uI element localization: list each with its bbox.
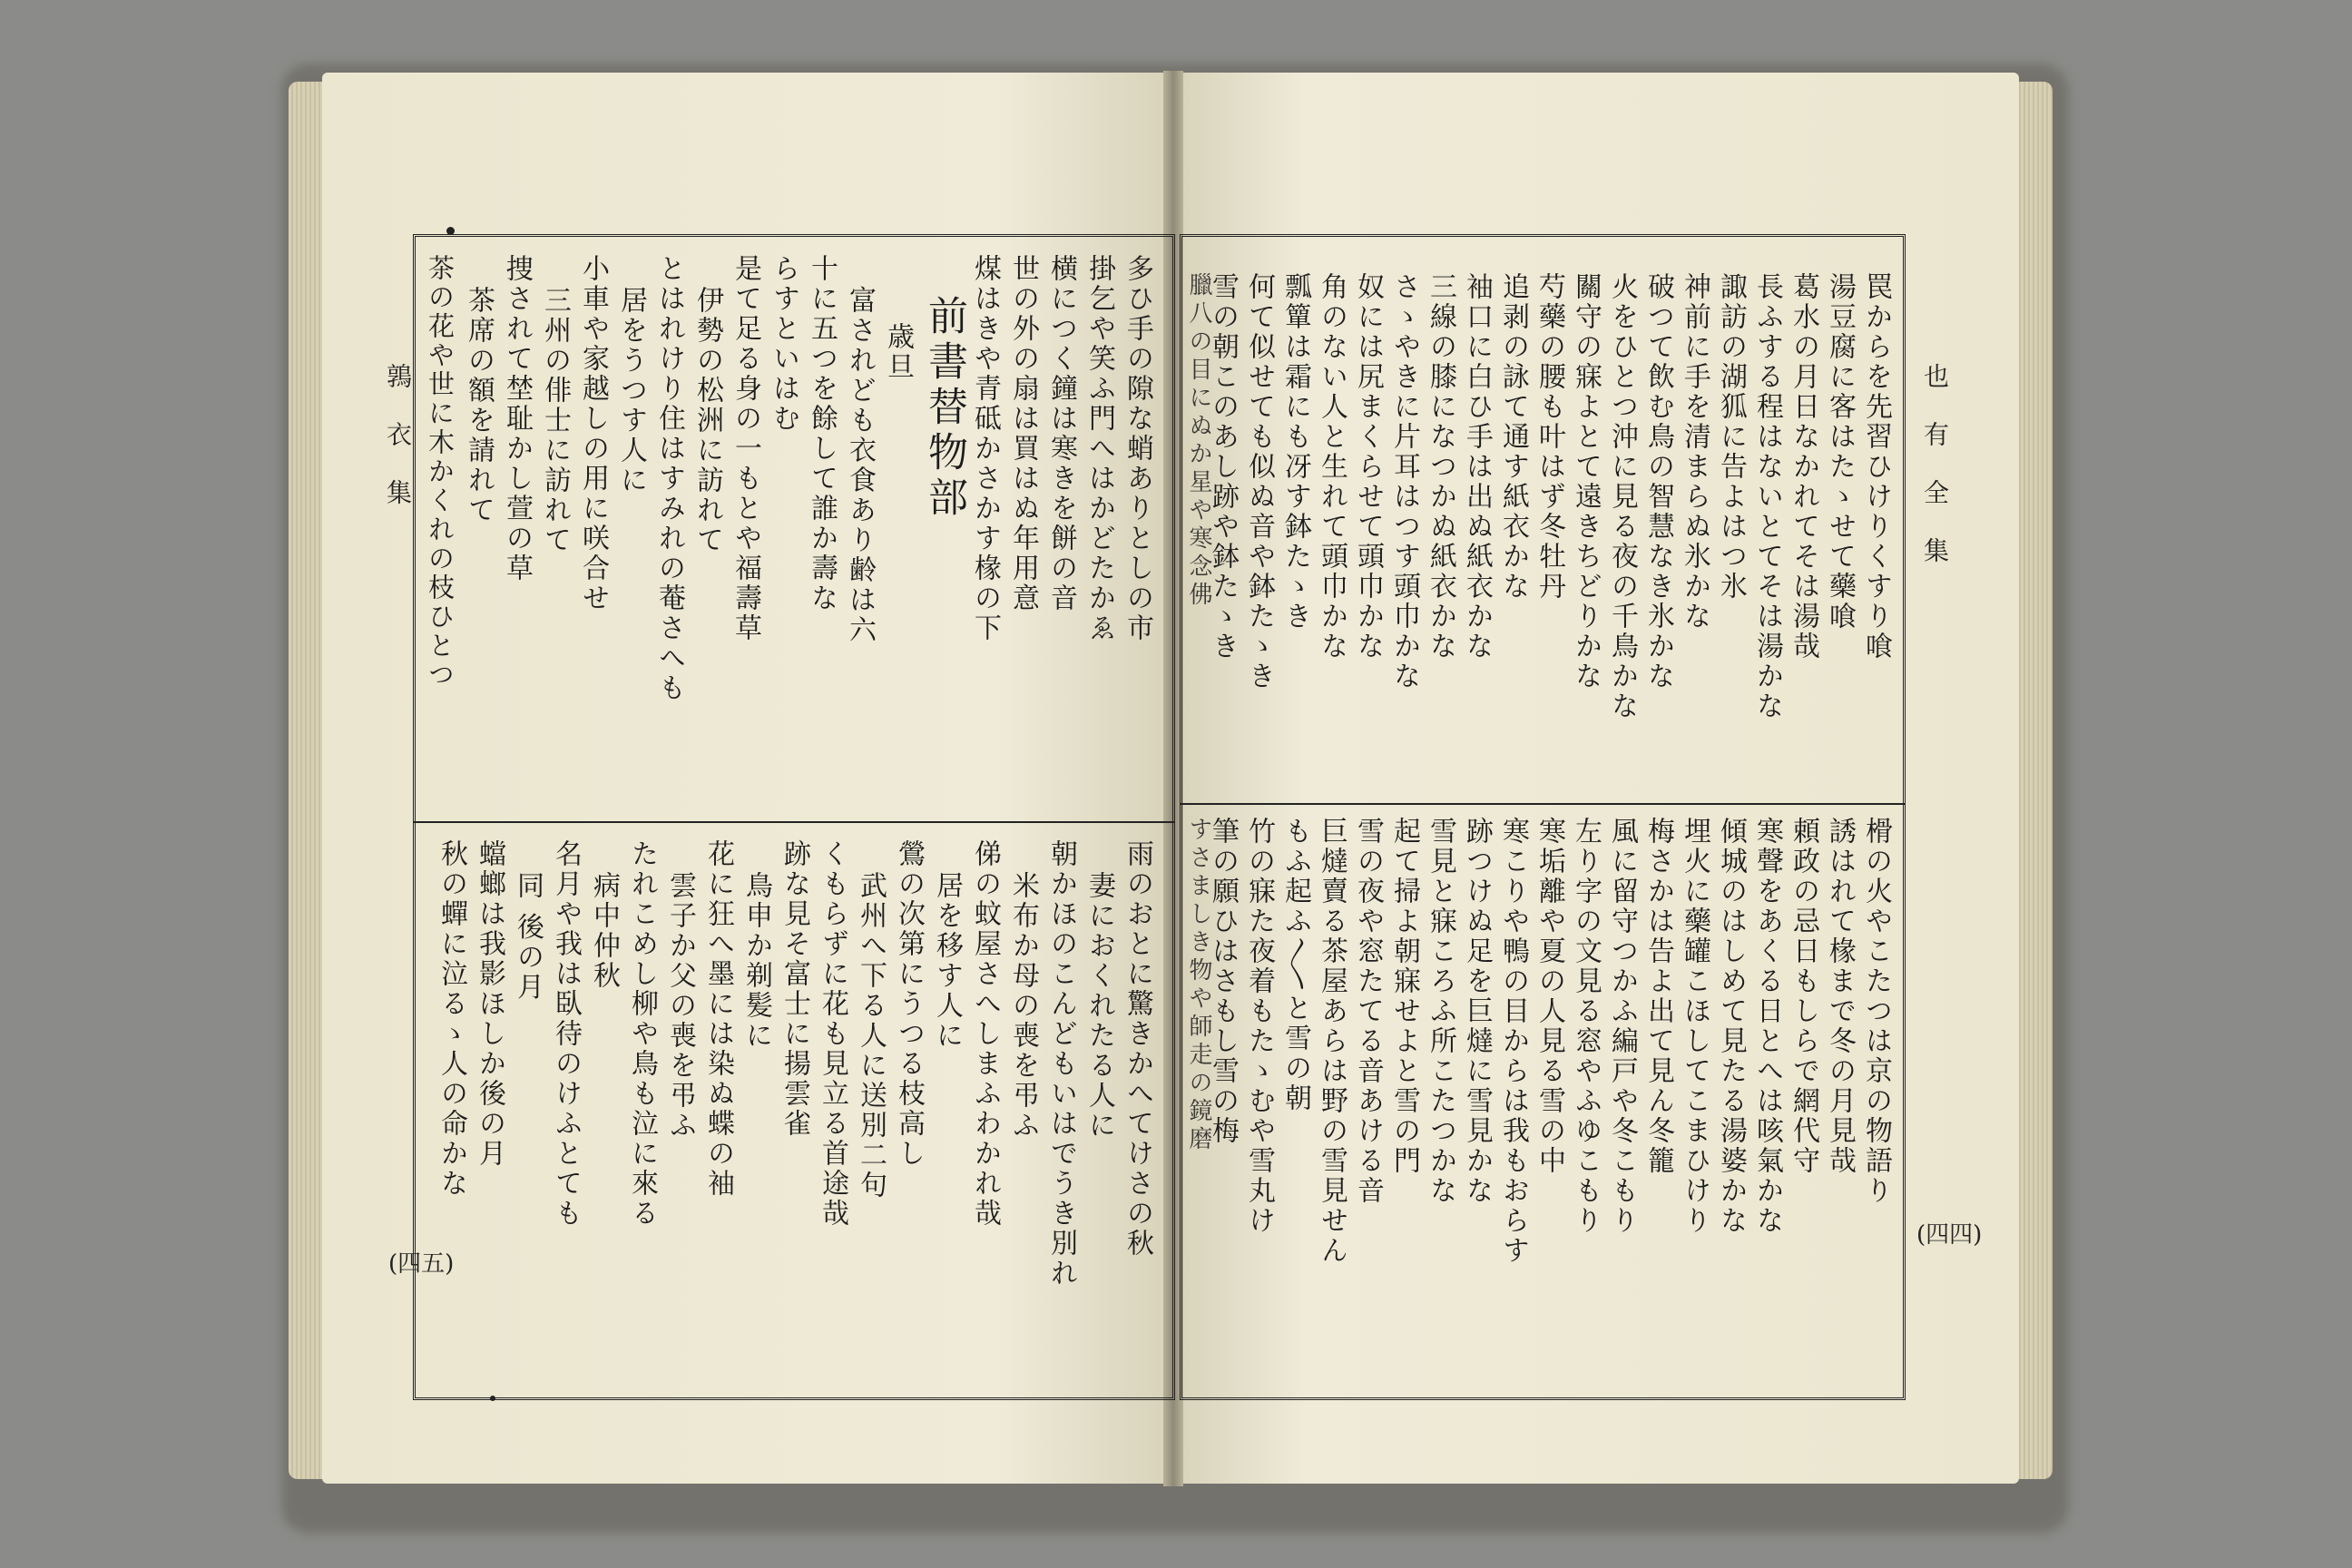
poem-line: 煤はきや青砥かさかす椽の下	[969, 254, 1001, 643]
poem-line: 世の外の扇は買はぬ年用意	[1007, 254, 1039, 613]
poem-line: 横につく鐘は寒きを餅の音	[1045, 254, 1077, 613]
poem-line: 雪の夜や窓たてる音あける音	[1352, 817, 1384, 1206]
right-running-title: 也有全集	[1920, 363, 1950, 595]
poem-line: 神前に手を清まらぬ氷かな	[1679, 272, 1710, 632]
poem-line: 巨燵賣る茶屋あらは野の雪見せん	[1316, 817, 1348, 1266]
poem-line: さゝやきに片耳はつす頭巾かな	[1388, 272, 1420, 691]
poem-preface: 居をうつす人に	[615, 286, 647, 495]
poem-preface: らすといはむ	[768, 254, 799, 434]
poem-line: 鶯の次第にうつる枝高し	[893, 839, 925, 1169]
poem-line: 茶の花や世に木かくれの枝ひとつ	[425, 254, 456, 690]
poem-preface: 三州の俳士に訪れて	[539, 286, 571, 555]
poem-line: 火をひとつ沖に見る夜の千鳥かな	[1606, 272, 1638, 721]
poem-line: 風に留守つかふ編戸や冬こもり	[1606, 817, 1638, 1236]
poem-line: 諏訪の湖狐に告よはつ氷	[1715, 272, 1747, 602]
poem-line: 是て足る身の一もとや福壽草	[730, 254, 761, 643]
poem-line: 誘はれて椽まで冬の月見哉	[1824, 817, 1856, 1176]
poem-line: 湯豆腐に客はたゝせて藥喰	[1824, 272, 1856, 632]
poem-line: 芍藥の腰も叶はず冬牡丹	[1534, 272, 1565, 602]
poem-line: 雪の朝このあし跡や鉢たゝき	[1207, 272, 1239, 662]
poem-preface: 武州へ下る人に送別二句	[855, 871, 887, 1200]
poem-line: 奴には尻まくらせて頭巾かな	[1352, 272, 1384, 662]
right-page-number: (四四)	[1916, 1221, 1983, 1249]
section-heading: 前書替物部	[921, 295, 967, 522]
poem-line: 頼政の忌日もしらで網代守	[1788, 817, 1819, 1176]
poem-line: 花に狂へ墨には染ぬ蝶の袖	[702, 839, 734, 1199]
poem-preface: 病中仲秋	[588, 871, 620, 991]
left-section-divider	[413, 821, 1175, 823]
poem-line: 雨のおとに驚きかへてけさの秋	[1122, 839, 1153, 1259]
poem-line: 寒垢離や夏の人見る雪の中	[1534, 817, 1565, 1176]
poem-preface: 同 後の月	[512, 871, 544, 1003]
poem-line: 葛水の月日なかれてそは湯哉	[1788, 272, 1819, 662]
poem-preface: 鳥申か剃髪に	[740, 871, 772, 1051]
poem-line: 名月や我は臥待のけふとても	[550, 839, 582, 1229]
poem-line: 瓢簞は霜にも冴す鉢たゝき	[1279, 272, 1311, 632]
poem-line: 小車や家越しの用に咲合せ	[577, 254, 609, 613]
right-section-divider	[1180, 803, 1906, 805]
poem-line: 掛乞や笑ふ門へはかどたかゑ	[1083, 254, 1115, 643]
poem-line: 竹の寐た夜着もたゝむや雪丸け	[1243, 817, 1275, 1236]
poem-line: 破つて飲む鳥の智慧なき氷かな	[1642, 272, 1674, 691]
poem-line: すさましき物や師走の鏡磨	[1185, 817, 1212, 1154]
poem-line: 筆の願ひはさもし雪の梅	[1207, 817, 1239, 1146]
poem-line: 跡な見そ富士に揚雲雀	[779, 839, 810, 1139]
poem-line: 多ひ手の隙な蛸ありとしの市	[1122, 254, 1153, 643]
poem-line: 雪見と寐ころふ所こたつかな	[1425, 817, 1456, 1206]
poem-line: 臘八の目にぬか星や寒念佛	[1185, 272, 1212, 610]
poem-line: 俤の蚊屋さへしまふわかれ哉	[969, 839, 1001, 1229]
poem-line: たれこめし柳や鳥も泣に來る	[626, 839, 658, 1229]
poem-preface: 富されども衣食あり齢は六	[844, 286, 876, 645]
poem-line: 梅さかは告よ出て見ん冬籠	[1642, 817, 1674, 1176]
poem-line: 埋火に藥罐こほしてこまひけり	[1679, 817, 1710, 1236]
poem-line: もふ起ふ〳〵と雪の朝	[1279, 817, 1311, 1113]
poem-preface: 雲子か父の喪を弔ふ	[664, 871, 696, 1141]
poem-preface: 伊勢の松洲に訪れて	[691, 286, 723, 555]
poem-line: 追剥の詠て通す紙衣かな	[1497, 272, 1529, 602]
poem-preface: 十に五つを餘して誰か壽な	[806, 254, 838, 613]
poem-line: 寒こりや鴨の目からは我もおらす	[1497, 817, 1529, 1266]
poem-preface: 茶席の額を請れて	[463, 286, 495, 525]
poem-line: 罠からを先習ひけりくすり喰	[1860, 272, 1892, 662]
poem-line: 跡つけぬ足を巨燵に雪見かな	[1461, 817, 1493, 1206]
poem-line: 袖口に白ひ手は出ぬ紙衣かな	[1461, 272, 1493, 662]
poem-line: 傾城のはしめて見たる湯婆かな	[1715, 817, 1747, 1236]
poem-line: くもらずに花も見立る首途哉	[817, 839, 848, 1229]
left-running-title: 鶉衣集	[383, 363, 413, 537]
poem-preface: 妻におくれたる人に	[1083, 871, 1115, 1141]
left-page-edge	[289, 82, 325, 1479]
poem-line: 蟷螂は我影ほしか後の月	[474, 839, 505, 1169]
poem-line: 榾の火やこたつは京の物語り	[1860, 817, 1892, 1206]
poem-line: 朝かほのこんどもいはでうき別れ	[1045, 839, 1077, 1289]
poem-line: 起て掃よ朝寐せよと雪の門	[1388, 817, 1420, 1176]
left-page-number: (四五)	[388, 1250, 455, 1278]
poem-line: 長ふする程はないとてそは湯かな	[1751, 272, 1783, 721]
poem-preface: 米布か母の喪を弔ふ	[1007, 871, 1039, 1141]
poem-line: 秋の蟬に泣るゝ人の命かな	[436, 839, 467, 1199]
poem-line: 關守の寐よとて遠きちどりかな	[1570, 272, 1602, 691]
right-page-edge	[2016, 82, 2053, 1479]
poem-line: 寒聲をあくる日とへは咳氣かな	[1751, 817, 1783, 1236]
poem-preface: 歳旦	[882, 322, 914, 382]
poem-line: 捜されて埜耻かし萱の草	[501, 254, 533, 583]
poem-line: とはれけり住はすみれの菴さへも	[653, 254, 685, 703]
poem-line: 何て似せても似ぬ音や鉢たゝき	[1243, 272, 1275, 691]
poem-preface: 居を移す人に	[931, 871, 963, 1051]
poem-line: 左り字の文見る窓やふゆこもり	[1570, 817, 1602, 1236]
poem-line: 三線の膝になつかぬ紙衣かな	[1425, 272, 1456, 662]
poem-line: 角のない人と生れて頭巾かな	[1316, 272, 1348, 662]
